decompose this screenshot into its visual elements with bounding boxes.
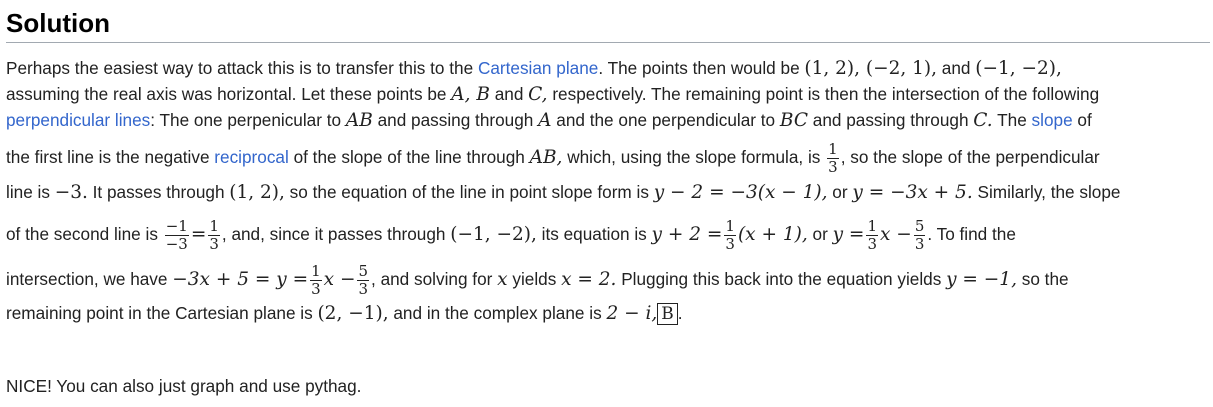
math: 2 − i, <box>606 303 658 324</box>
math: = <box>190 224 207 246</box>
fraction-denominator: −3 <box>165 235 188 253</box>
math: y − 2 = −3(x − 1), <box>653 182 828 203</box>
text: so the equation of the line in point slope form is <box>284 182 654 202</box>
math: x − <box>879 224 912 246</box>
text: and <box>937 58 976 78</box>
fraction-denominator: 3 <box>828 158 838 176</box>
text: . To find the <box>927 224 1016 245</box>
math: A, B <box>451 84 490 105</box>
fraction <box>827 141 839 176</box>
slope-link[interactable]: slope <box>1031 110 1073 130</box>
math: y + 2 = <box>651 224 723 246</box>
math: y = −3x + 5. <box>852 182 973 203</box>
text: and <box>489 84 529 104</box>
math: x <box>497 269 508 291</box>
fraction-numerator: −1 <box>165 217 188 235</box>
text: and in the complex plane is <box>388 303 607 323</box>
math: C, <box>528 84 548 105</box>
math: y = −1, <box>946 269 1017 291</box>
text: , and solving for <box>371 269 498 290</box>
text: The <box>992 110 1032 130</box>
text: and the one perpendicular to <box>551 110 780 130</box>
math: x − <box>323 269 356 291</box>
text: Perhaps the easiest way to attack this is to transfer this to the <box>6 58 478 78</box>
math: x = 2. <box>561 269 617 291</box>
paragraph-line-3 <box>6 108 1092 133</box>
math: (2, −1), <box>317 303 389 324</box>
text: . The points then would be <box>598 58 805 78</box>
fraction <box>866 218 878 253</box>
fraction <box>914 218 926 253</box>
fraction <box>165 218 189 253</box>
math: y = <box>832 224 865 246</box>
text: respectively. The remaining point is then the intersection of the following <box>547 84 1100 104</box>
math: (x + 1), <box>737 224 808 246</box>
fraction-denominator: 3 <box>311 280 321 298</box>
text: line is <box>6 182 55 202</box>
text: and passing through <box>372 110 539 130</box>
text: of the slope of the line through <box>288 147 530 168</box>
paragraph-line-2 <box>6 82 1099 107</box>
fraction <box>724 218 736 253</box>
text: : The one perpenicular to <box>150 110 346 130</box>
fraction-denominator: 3 <box>914 235 925 253</box>
math: (−1, −2), <box>975 58 1062 79</box>
fraction <box>310 263 322 298</box>
paragraph-line-8 <box>6 301 683 326</box>
fraction-numerator: 1 <box>311 262 321 280</box>
text: It passes through <box>87 182 230 202</box>
math: (−1, −2), <box>450 224 537 246</box>
paragraph-line-4 <box>6 141 1100 176</box>
text: of <box>1072 110 1092 130</box>
paragraph-line-5 <box>6 180 1120 205</box>
paragraph-line-7 <box>6 263 1069 298</box>
fraction-numerator: 5 <box>358 262 369 280</box>
fraction-denominator: 3 <box>867 235 877 253</box>
paragraph-line-1 <box>6 56 1062 81</box>
paragraph-line-6 <box>6 218 1016 253</box>
text: or <box>827 182 853 202</box>
fraction-denominator: 3 <box>358 280 369 298</box>
text: assuming the real axis was horizontal. Let these points be <box>6 84 452 104</box>
math: (1, 2), <box>229 182 285 203</box>
text: , so the slope of the perpendicular <box>840 147 1100 168</box>
comment-text: NICE! You can also just graph and use pythag. <box>6 376 362 396</box>
section-heading: Solution <box>6 8 110 38</box>
math: A <box>538 110 552 131</box>
text: and passing through <box>807 110 974 130</box>
text: . <box>677 303 683 323</box>
perpendicular-lines-link[interactable]: perpendicular lines <box>6 110 151 130</box>
answer-box: B <box>657 303 678 325</box>
fraction <box>357 263 369 298</box>
text: remaining point in the Cartesian plane is <box>6 303 318 323</box>
fraction-numerator: 1 <box>725 217 735 235</box>
fraction-denominator: 3 <box>725 235 735 253</box>
heading-divider <box>6 42 1210 43</box>
text: its equation is <box>536 224 652 245</box>
text: or <box>807 224 833 245</box>
text: the first line is the negative <box>6 147 215 168</box>
text: Plugging this back into the equation yields <box>616 269 947 290</box>
text: yields <box>507 269 562 290</box>
math: AB <box>345 110 373 131</box>
text: Similarly, the slope <box>972 182 1121 202</box>
math: BC <box>779 110 808 131</box>
fraction-numerator: 1 <box>867 217 877 235</box>
fraction-numerator: 1 <box>209 217 219 235</box>
text: of the second line is <box>6 224 163 245</box>
fraction-denominator: 3 <box>209 235 219 253</box>
math: C. <box>973 110 993 131</box>
fraction-numerator: 5 <box>914 217 925 235</box>
text: which, using the slope formula, is <box>562 147 826 168</box>
text: , and, since it passes through <box>221 224 451 245</box>
math: −3. <box>54 182 88 203</box>
fraction-numerator: 1 <box>828 140 838 158</box>
math: AB, <box>529 147 563 169</box>
text: intersection, we have <box>6 269 173 290</box>
text: so the <box>1016 269 1069 290</box>
math: (1, 2), (−2, 1), <box>804 58 938 79</box>
math: −3x + 5 = y = <box>172 269 309 291</box>
cartesian-plane-link[interactable]: Cartesian plane <box>477 58 599 78</box>
reciprocal-link[interactable]: reciprocal <box>214 147 289 168</box>
fraction <box>208 218 220 253</box>
